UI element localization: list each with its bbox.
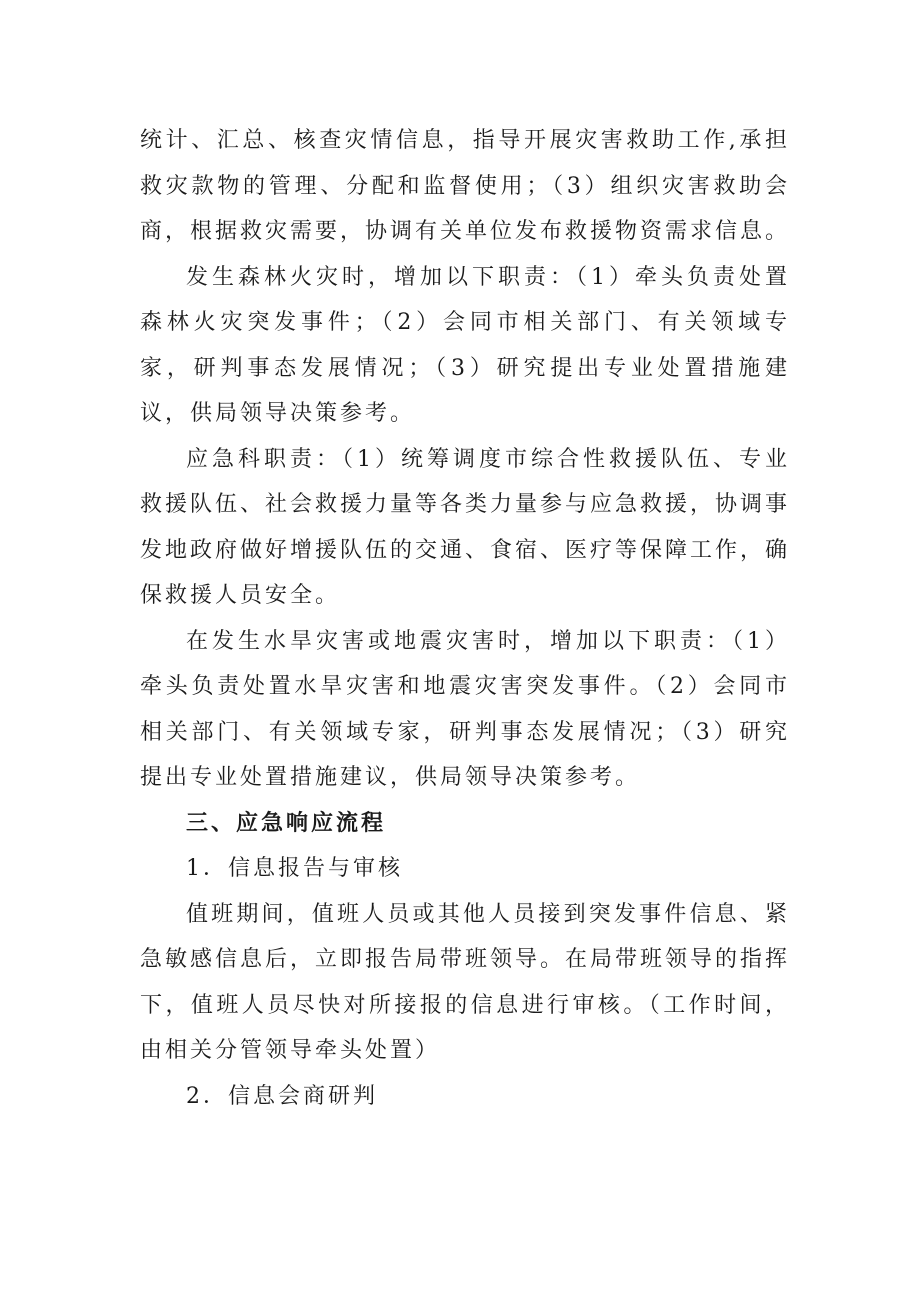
subheading-info-consultation: 2．信息会商研判 [186,1083,378,1109]
paragraph-duty-reporting: 值班期间，值班人员或其他人员接到突发事件信息、紧急敏感信息后，立即报告局带班领导。在局带班领导的指挥下，值班人员尽快对所接报的信息进行审核。（工作时间，由相关分管领导牵头处置） [140,901,791,1063]
subheading-info-report: 1．信息报告与审核 [186,856,403,881]
paragraph-emergency-section-duties: 应急科职责：（1）统筹调度市综合性救援队伍、专业救援队伍、社会救援力量等各类力量参与应急救援，协调事发地政府做好增援队伍的交通、食宿、医疗等保障工作，确保救援人员安全。 [140,446,791,608]
paragraph-disaster-relief-duties: 统计、汇总、核查灾情信息，指导开展灾害救助工作,承担救灾款物的管理、分配和监督使用；（3）组织灾害救助会商，根据救灾需要，协调有关单位发布救援物资需求信息。 [140,128,791,244]
paragraph-forest-fire-duties: 发生森林火灾时，增加以下职责：（1）牵头负责处置森林火灾突发事件；（2）会同市相关部门、有关领域专家，研判事态发展情况；（3）研究提出专业处置措施建议，供局领导决策参考。 [140,264,790,426]
section-heading-response-process: 三、应急响应流程 [186,810,387,836]
document-body [140,118,790,1119]
paragraph-flood-earthquake-duties: 在发生水旱灾害或地震灾害时，增加以下职责：（1）牵头负责处置水旱灾害和地震灾害突发事件。（2）会同市相关部门、有关领域专家，研判事态发展情况；（3）研究提出专业处置措施建议，供局领导决策参考。 [140,628,790,790]
